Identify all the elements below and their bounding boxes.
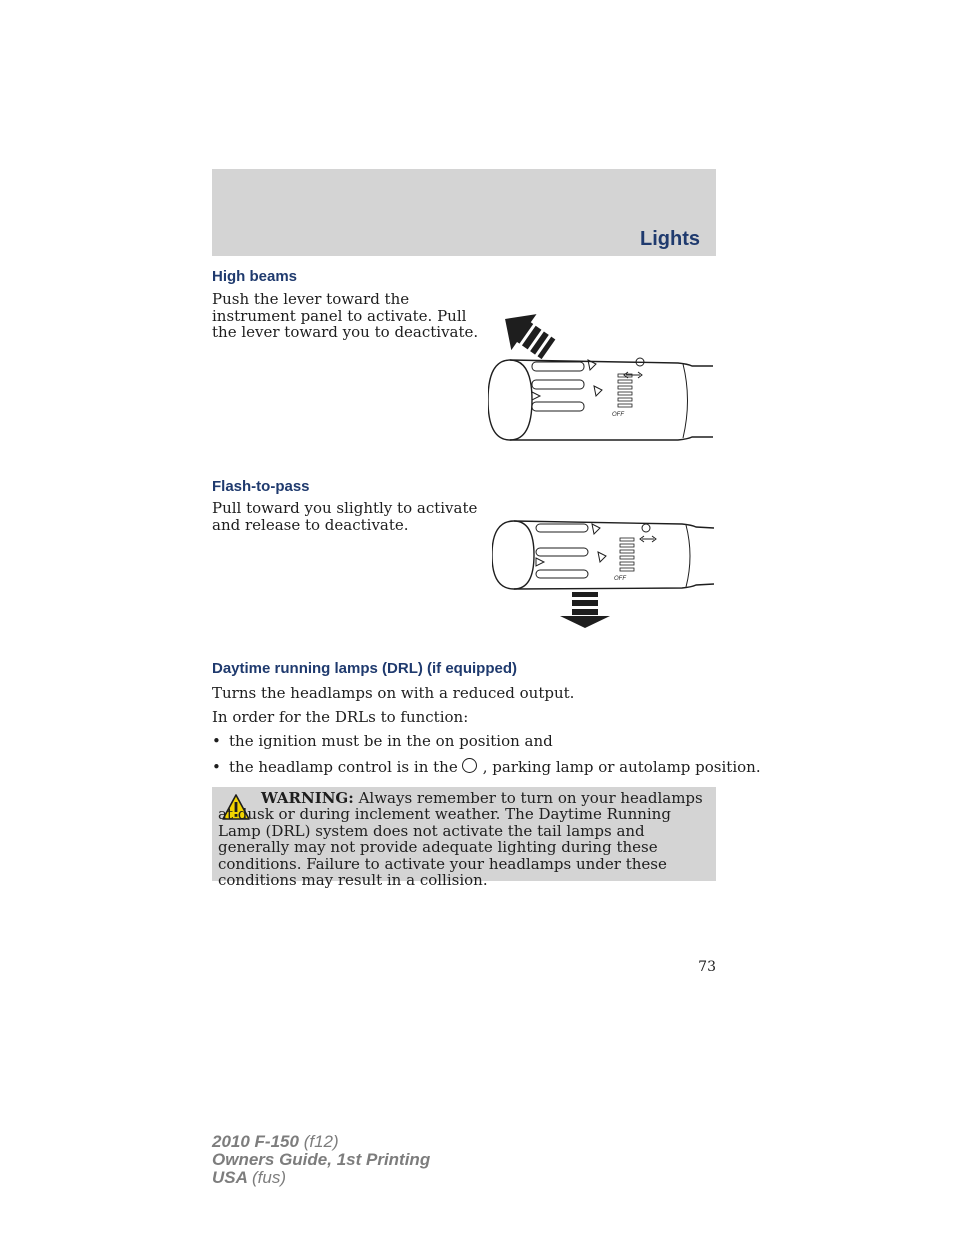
page-number: 73	[698, 959, 716, 975]
high-beams-heading: High beams	[212, 268, 298, 285]
warning-body: Always remember to turn on your headlamps at dusk or during inclement weather. The Daytime Running Lamp (DRL) system does not activate the tail lamps and generally may not provide adequate lighting during these conditions. Failure to activate your headlamps under these conditions may result in a collision.	[218, 789, 703, 890]
list-item-text: the headlamp control is in the	[229, 758, 458, 776]
pull-arrow-icon	[560, 592, 610, 628]
high-beams-line: Push the lever toward the	[212, 290, 410, 308]
footer-line	[212, 1169, 430, 1187]
high-beams-line: the lever toward you to deactivate.	[212, 323, 479, 342]
flash-to-pass-heading: Flash-to-pass	[212, 478, 310, 495]
push-arrow-icon	[492, 301, 561, 367]
footer-model: 2010 F-150	[212, 1132, 299, 1151]
list-item	[212, 732, 553, 750]
footer-market-code: (fus)	[252, 1168, 286, 1187]
bullet-marker: •	[212, 732, 221, 750]
flash-to-pass-line: Pull toward you slightly to activate	[212, 499, 478, 517]
flash-to-pass-lever-illustration	[492, 516, 716, 632]
footer-line	[212, 1133, 430, 1151]
high-beams-lever-illustration	[488, 300, 716, 450]
high-beams-line: instrument panel to activate. Pull	[212, 306, 467, 325]
high-beams-text	[212, 291, 478, 341]
headlamp-icon	[462, 758, 477, 773]
footer-line: Owners Guide, 1st Printing	[212, 1150, 431, 1169]
section-title: Lights	[640, 228, 700, 250]
list-item-text: the ignition must be in the on position and	[229, 732, 553, 750]
bullet-marker: •	[212, 758, 221, 776]
flash-to-pass-text	[212, 500, 477, 533]
lever-off-label: OFF	[612, 412, 624, 418]
footer-market: USA	[212, 1168, 248, 1187]
flash-to-pass-line: and release to deactivate.	[212, 515, 409, 534]
warning-box	[212, 787, 716, 890]
lever-off-label: OFF	[614, 576, 626, 582]
drl-heading: Daytime running lamps (DRL) (if equipped)	[212, 660, 518, 677]
warning-text	[218, 790, 708, 888]
footer-code: (f12)	[303, 1132, 339, 1151]
list-item	[212, 758, 761, 776]
footer	[212, 1133, 430, 1187]
section-header-band	[212, 169, 716, 256]
warning-label: WARNING:	[261, 789, 354, 807]
drl-paragraph: In order for the DRLs to function:	[212, 708, 469, 726]
list-item-text: , parking lamp or autolamp position.	[482, 758, 761, 776]
drl-paragraph: Turns the headlamps on with a reduced output.	[212, 684, 575, 702]
